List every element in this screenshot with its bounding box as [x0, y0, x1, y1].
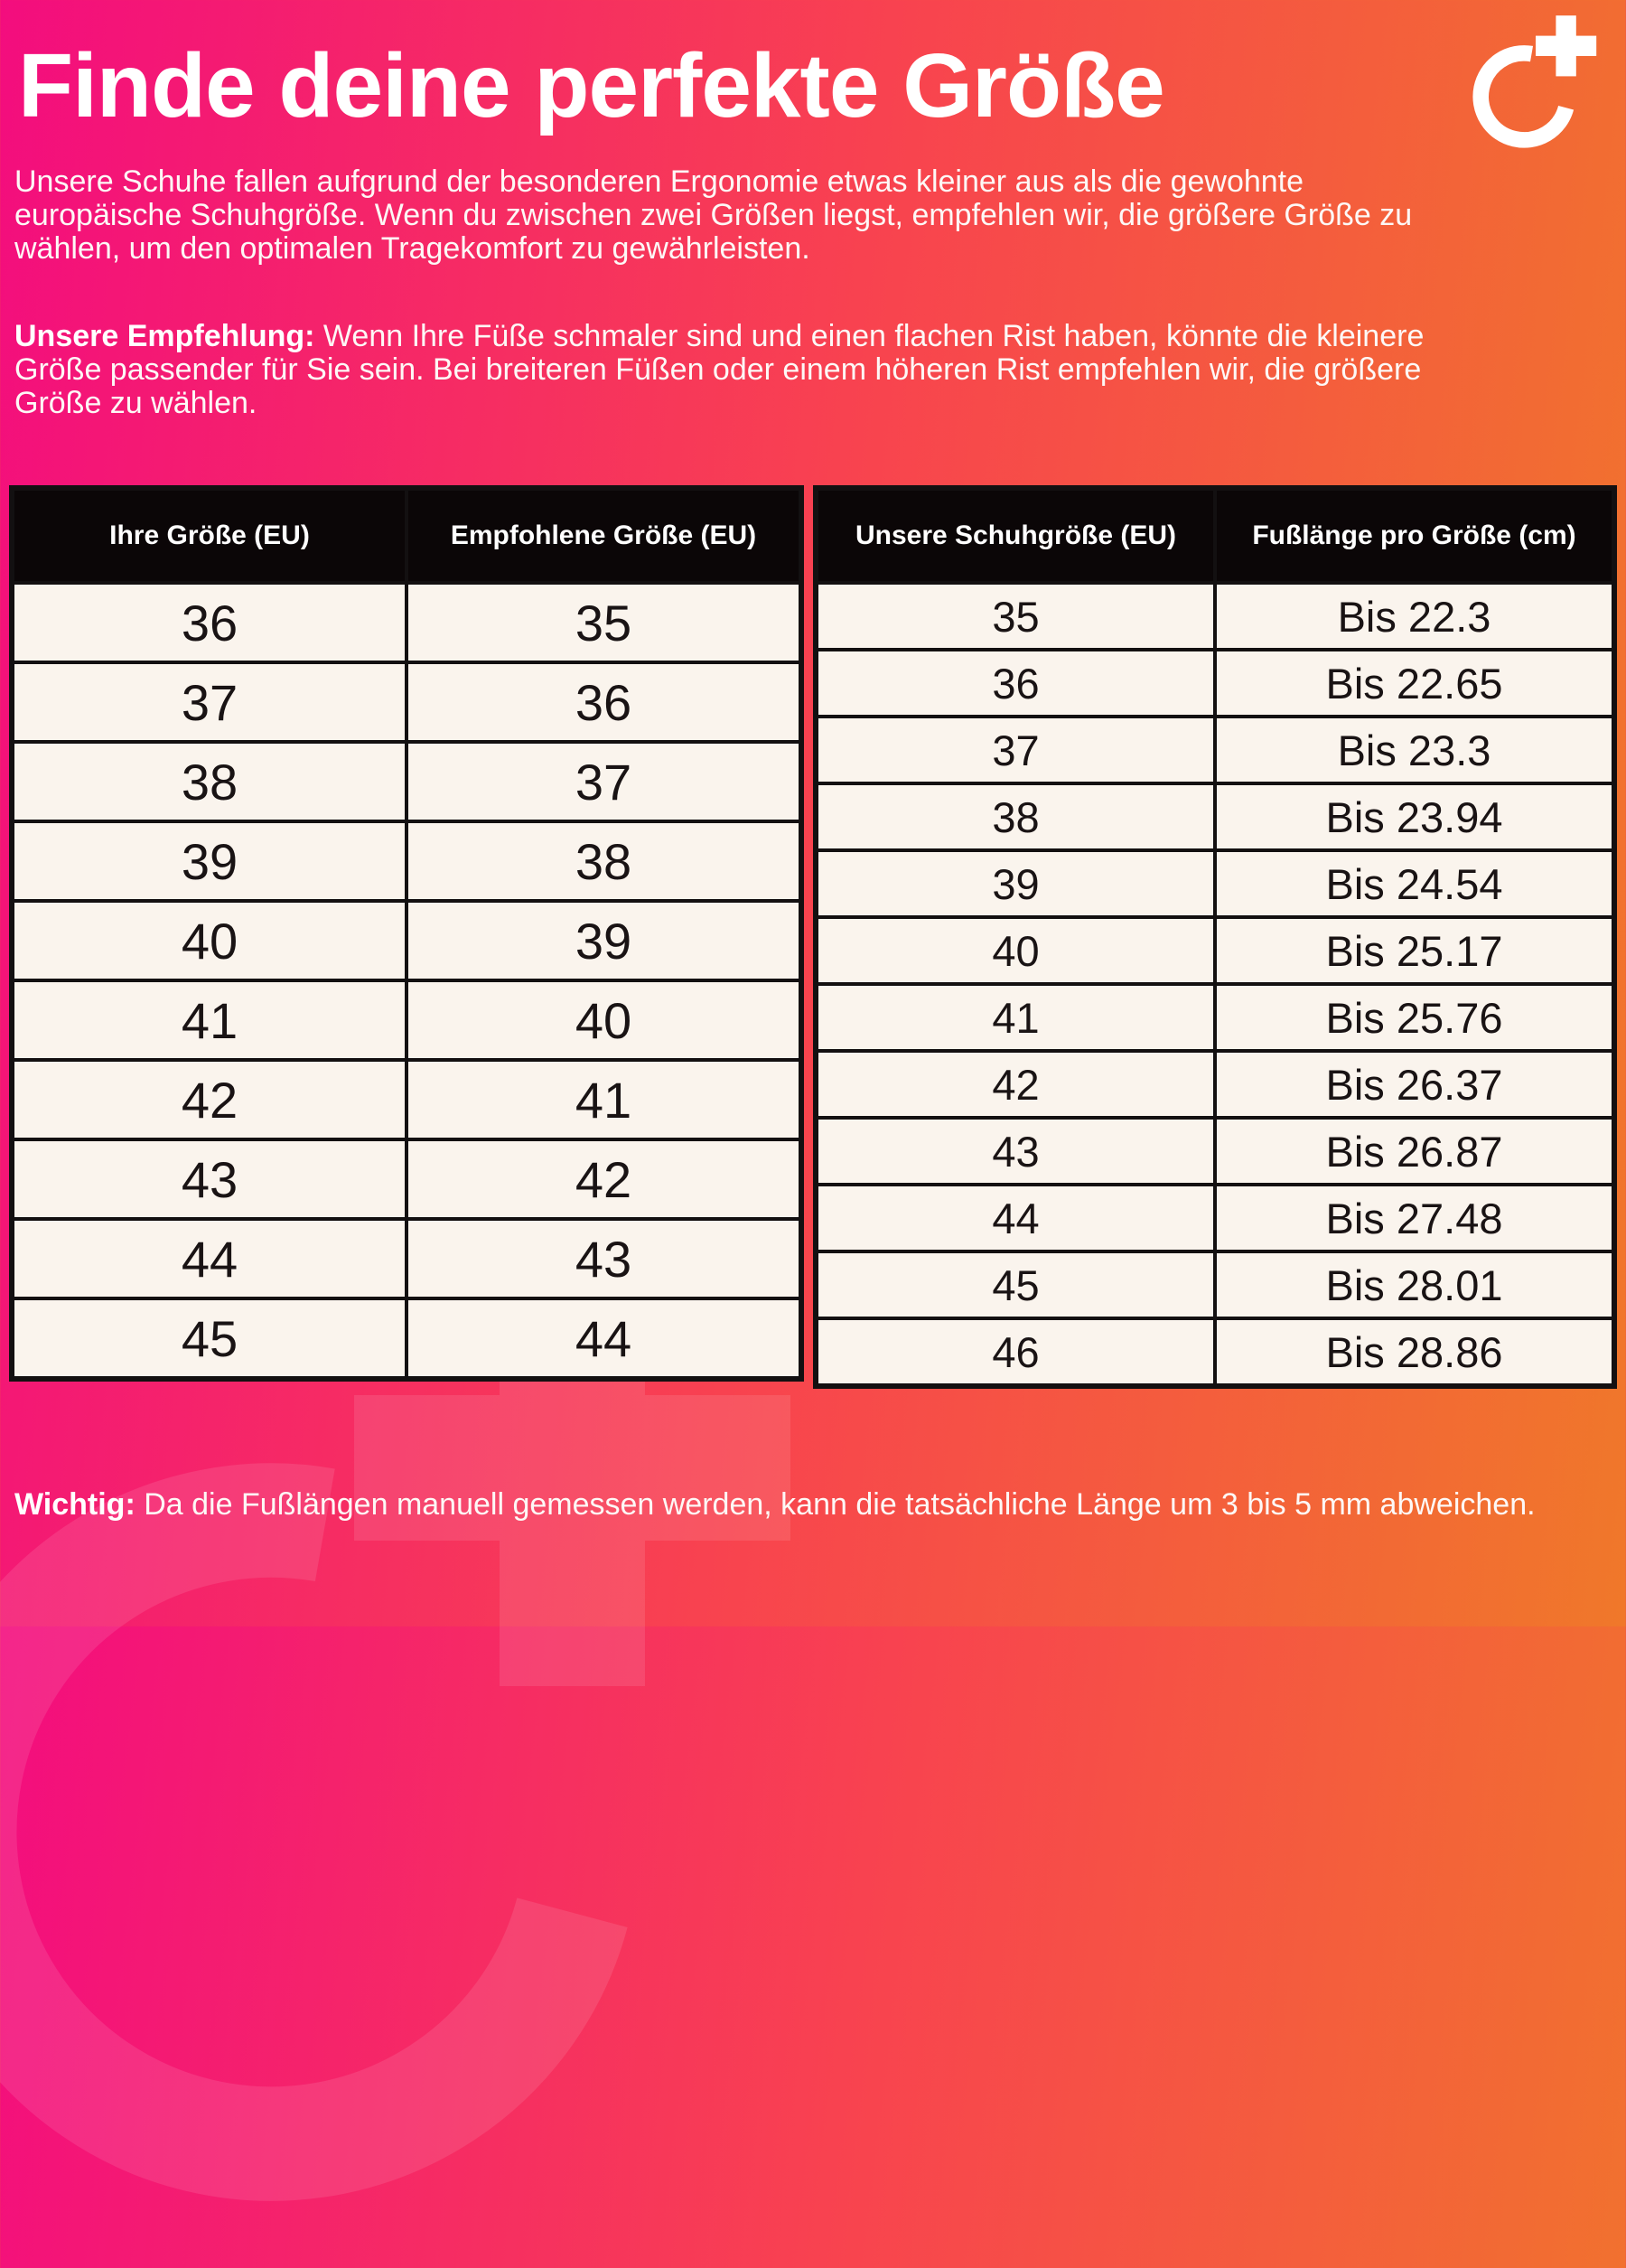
table-cell: 39: [816, 850, 1215, 917]
table-row: [12, 1298, 801, 1379]
table-row: [816, 1051, 1614, 1118]
table-row: [816, 583, 1614, 650]
table-cell: 43: [816, 1118, 1215, 1185]
table-cell: 43: [12, 1139, 406, 1219]
table-cell: 43: [406, 1219, 801, 1298]
column-header-our-shoe-size: Unsere Schuhgröße (EU): [816, 488, 1215, 583]
table-row: [12, 821, 801, 901]
table-cell: 46: [816, 1318, 1215, 1386]
circle-plus-logo-icon: [1463, 13, 1608, 157]
table-cell: 38: [12, 742, 406, 821]
table-cell: 42: [816, 1051, 1215, 1118]
table-cell: 35: [816, 583, 1215, 650]
table-cell: 36: [12, 583, 406, 662]
table-cell: Bis 25.76: [1215, 984, 1614, 1051]
footer-note: [14, 1482, 1568, 1527]
table-cell: 41: [816, 984, 1215, 1051]
table-row: [816, 984, 1614, 1051]
size-tables-section: [9, 485, 1617, 1389]
table-cell: 40: [406, 980, 801, 1060]
table-row: [12, 583, 801, 662]
table-cell: Bis 22.65: [1215, 650, 1614, 717]
column-header-recommended-size: Empfohlene Größe (EU): [406, 488, 801, 583]
table-row: [12, 1060, 801, 1139]
table-cell: 39: [12, 821, 406, 901]
table-row: [12, 1139, 801, 1219]
intro-paragraph: Unsere Schuhe fallen aufgrund der besonderen Ergonomie etwas kleiner aus als die gewohnte europäische Schuhgröße. Wenn du zwischen zwei Größen liegst, empfehlen wir, die größere Größe zu wählen, um den optimalen Tragekomfort zu gewährleisten.: [14, 164, 1413, 266]
table-cell: 37: [816, 717, 1215, 783]
table-row: [12, 1219, 801, 1298]
table-cell: Bis 25.17: [1215, 917, 1614, 984]
header-row: [12, 488, 801, 583]
table-cell: 35: [406, 583, 801, 662]
table-header: [12, 488, 801, 583]
table-cell: Bis 27.48: [1215, 1185, 1614, 1251]
column-header-foot-length: Fußlänge pro Größe (cm): [1215, 488, 1614, 583]
table-row: [816, 1318, 1614, 1386]
table-row: [816, 717, 1614, 783]
table-cell: 37: [406, 742, 801, 821]
table-row: [816, 1118, 1614, 1185]
table-row: [816, 783, 1614, 850]
table-cell: Bis 24.54: [1215, 850, 1614, 917]
table-row: [816, 850, 1614, 917]
table-row: [12, 901, 801, 980]
foot-length-table: [813, 485, 1617, 1389]
table-cell: 40: [816, 917, 1215, 984]
table-cell: 39: [406, 901, 801, 980]
table-cell: 44: [12, 1219, 406, 1298]
table-row: [12, 742, 801, 821]
table-row: [816, 917, 1614, 984]
table-cell: 36: [406, 662, 801, 742]
column-header-your-size: Ihre Größe (EU): [12, 488, 406, 583]
table-cell: 42: [406, 1139, 801, 1219]
table-cell: Bis 26.87: [1215, 1118, 1614, 1185]
table-row: [12, 980, 801, 1060]
table-cell: Bis 22.3: [1215, 583, 1614, 650]
size-conversion-table: [9, 485, 804, 1382]
table-cell: Bis 28.86: [1215, 1318, 1614, 1386]
page-title: Finde deine perfekte Größe: [18, 35, 1164, 136]
table-cell: 42: [12, 1060, 406, 1139]
table-cell: 36: [816, 650, 1215, 717]
table-cell: Bis 23.94: [1215, 783, 1614, 850]
table-cell: 45: [816, 1251, 1215, 1318]
recommendation-label: Unsere Empfehlung:: [14, 319, 315, 353]
table-row: [816, 650, 1614, 717]
table-row: [816, 1251, 1614, 1318]
footer-note-label: Wichtig:: [14, 1487, 136, 1522]
table-row: [12, 662, 801, 742]
table-header: [816, 488, 1614, 583]
table-body: [816, 583, 1614, 1386]
table-cell: Bis 23.3: [1215, 717, 1614, 783]
table-cell: 44: [406, 1298, 801, 1379]
recommendation-text: Wenn Ihre Füße schmaler sind und einen flachen Rist haben, könnte die kleinere Größe passender für Sie sein. Bei breiteren Füßen oder einem höheren Rist empfehlen wir, die größere Größe zu wählen.: [14, 319, 1425, 420]
recommendation-paragraph: [14, 320, 1451, 420]
table-cell: 41: [406, 1060, 801, 1139]
table-cell: 41: [12, 980, 406, 1060]
table-cell: 44: [816, 1185, 1215, 1251]
table-cell: Bis 26.37: [1215, 1051, 1614, 1118]
header-row: [816, 488, 1614, 583]
table-body: [12, 583, 801, 1379]
table-cell: Bis 28.01: [1215, 1251, 1614, 1318]
table-row: [816, 1185, 1614, 1251]
table-cell: 38: [406, 821, 801, 901]
table-cell: 45: [12, 1298, 406, 1379]
table-cell: 38: [816, 783, 1215, 850]
table-cell: 37: [12, 662, 406, 742]
footer-note-text: Da die Fußlängen manuell gemessen werden, kann die tatsächliche Länge um 3 bis 5 mm abweichen.: [135, 1487, 1536, 1522]
table-cell: 40: [12, 901, 406, 980]
